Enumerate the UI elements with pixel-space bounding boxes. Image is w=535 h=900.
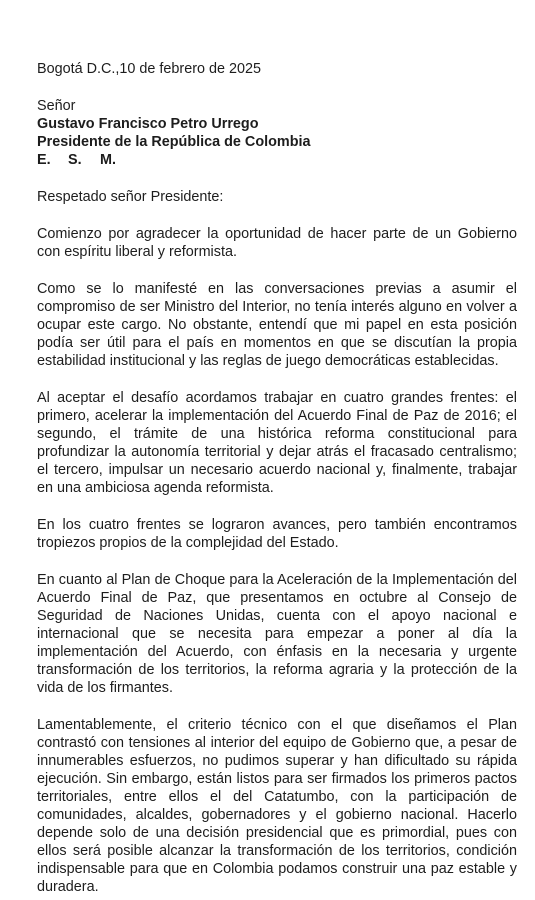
addressee-name: Gustavo Francisco Petro Urrego <box>37 116 259 132</box>
addressee-block <box>37 97 517 169</box>
addressee-position: Presidente de la República de Colombia <box>37 134 311 150</box>
esm-m: M. <box>100 152 116 168</box>
addressee-title: Señor <box>37 98 76 114</box>
letter-page <box>37 60 517 896</box>
paragraph-4: En los cuatro frentes se lograron avances, pero también encontramos tropiezos propios de la complejidad del Estado. <box>37 517 517 551</box>
place-date: Bogotá D.C.,10 de febrero de 2025 <box>37 61 262 77</box>
paragraph-6: Lamentablemente, el criterio técnico con el que diseñamos el Plan contrastó con tensiones al interior del equipo de Gobierno que, a pesar de innumerables esfuerzos, no pudimos superar y han dificultado su rápida ejecución. Sin embargo, están listos para ser firmados los primeros pactos territoriales, entre ellos el del Catatumbo, con la participación de comunidades, alcaldes, gobernadores y el gobierno nacional. Hacerlo depende solo de una decisión presidencial que es primordial, pues con ellos será posible alcanzar la transformación de los territorios, condición indispensable para que en Colombia podamos construir una paz estable y duradera. <box>37 717 517 895</box>
esm-s: S. <box>68 152 82 168</box>
paragraph-5: En cuanto al Plan de Choque para la Aceleración de la Implementación del Acuerdo Final de Paz, que presentamos en octubre al Consejo de Seguridad de Naciones Unidas, cuenta con el apoyo nacional e internacional que se necesita para empezar a poner al día la implementación del Acuerdo, con énfasis en la necesaria y urgente transformación de los territorios, la reforma agraria y la protección de la vida de los firmantes. <box>37 572 517 696</box>
paragraph-2: Como se lo manifesté en las conversaciones previas a asumir el compromiso de ser Ministro del Interior, no tenía interés alguno en volver a ocupar este cargo. No obstante, entendí que mi papel en esta posición podía ser útil para el país en momentos en que se discutían la propia estabilidad institucional y las reglas de juego democráticas establecidas. <box>37 281 517 369</box>
paragraph-3: Al aceptar el desafío acordamos trabajar en cuatro grandes frentes: el primero, acelerar la implementación del Acuerdo Final de Paz de 2016; el segundo, el trámite de una histórica reforma constitucional para profundizar la autonomía territorial y dejar atrás el fracasado centralismo; el tercero, impulsar un necesario acuerdo nacional y, finalmente, trabajar en una ambiciosa agenda reformista. <box>37 390 517 496</box>
greeting: Respetado señor Presidente: <box>37 189 224 205</box>
addressee-esm <box>37 151 517 169</box>
esm-e: E. <box>37 152 51 168</box>
paragraph-1: Comienzo por agradecer la oportunidad de hacer parte de un Gobierno con espíritu liberal y reformista. <box>37 226 517 260</box>
